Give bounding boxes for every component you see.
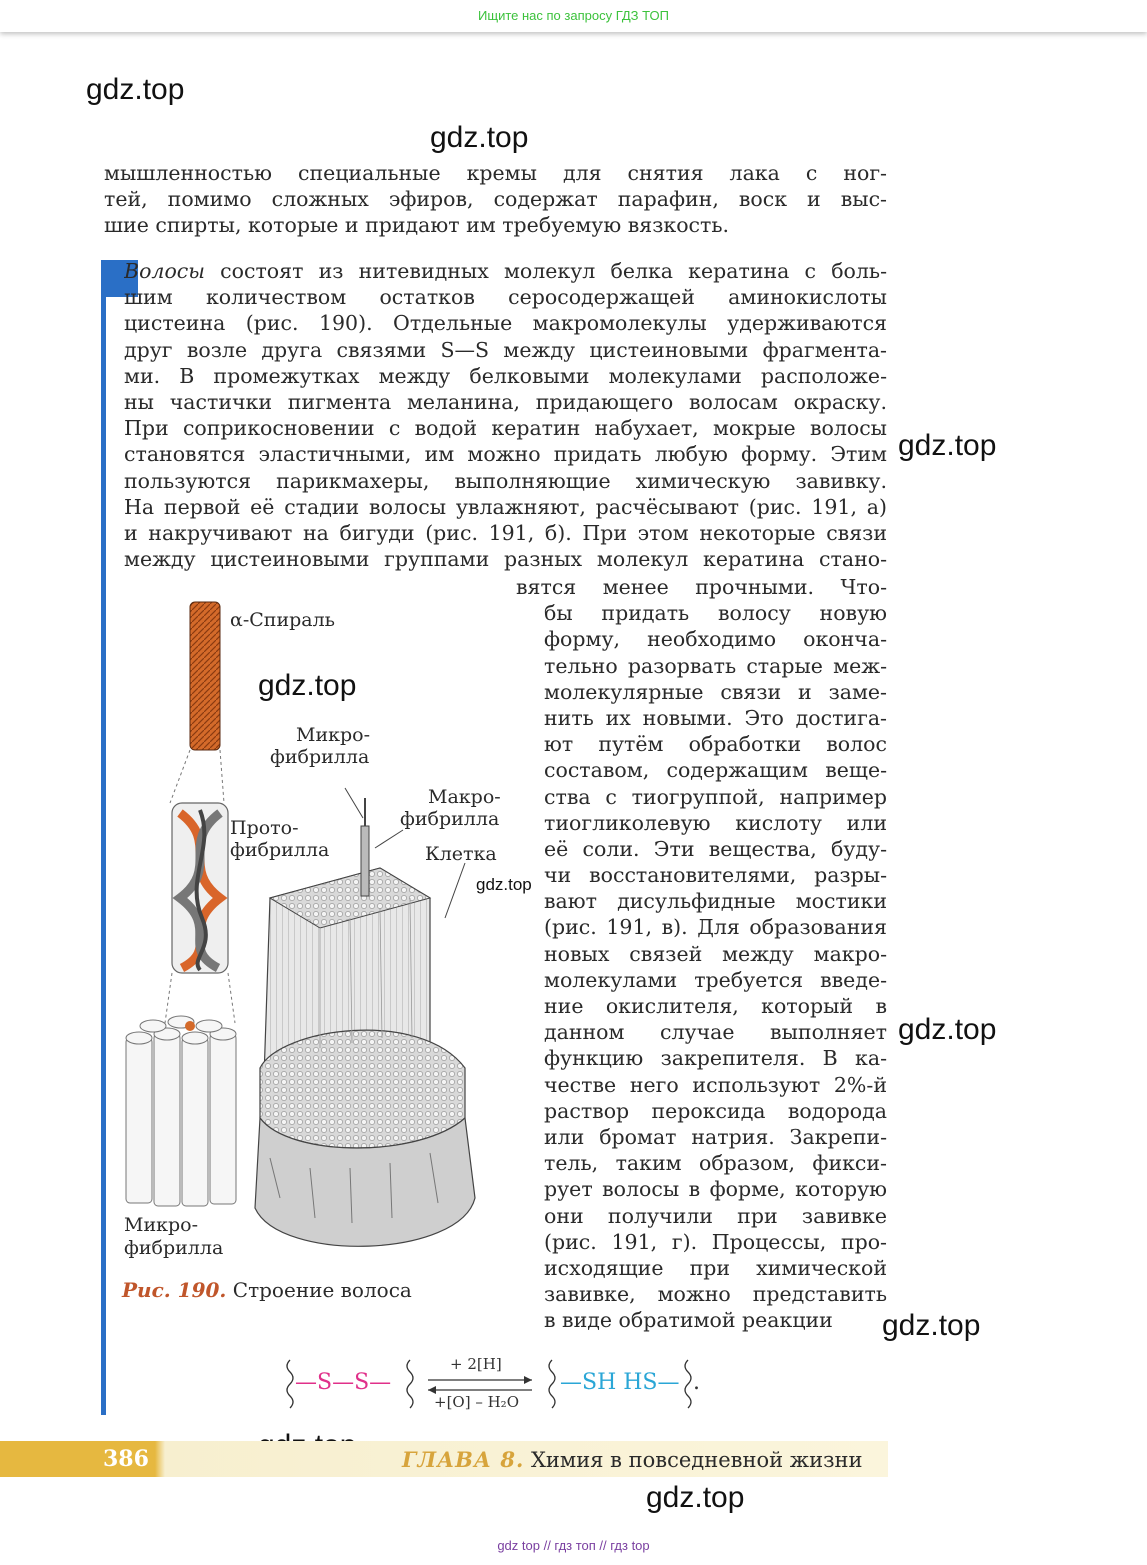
formula-right: —SH HS—: [560, 1370, 680, 1395]
caption-text: Строение волоса: [232, 1278, 412, 1302]
text-line: ние окислителя, который в: [544, 994, 887, 1018]
text-line: данном случае выполняет: [544, 1020, 887, 1045]
text-line: (рис. 191, в). Для образования: [544, 915, 887, 940]
label-macrofibril: фибрилла: [400, 808, 500, 830]
label-macrofibril: Макро-: [428, 786, 501, 808]
text-line: тельно разорвать старые меж-: [544, 653, 887, 678]
watermark: gdz.top: [476, 875, 532, 894]
watermark: gdz.top: [882, 1309, 981, 1342]
label-microfibril-top: фибрилла: [270, 746, 370, 768]
text-line: нить их новыми. Это достига-: [544, 705, 887, 730]
italic-term: Волосы: [124, 259, 205, 283]
text-line: становятся эластичными, им можно придать любую форму. Этим: [124, 442, 887, 467]
label-cell: Клетка: [425, 843, 497, 865]
text-line: функцию закрепителя. В ка-: [544, 1046, 887, 1071]
watermark: gdz.top: [898, 1013, 997, 1046]
text-line: цистеина (рис. 190). Отдельные макромолекулы удерживаются: [124, 311, 887, 336]
formula-left: —S—S—: [295, 1370, 392, 1395]
text-line: в виде обратимой реакции: [544, 1308, 833, 1333]
hair-shaft-section: [255, 868, 475, 1246]
text-line: или бромат натрия. Закрепи-: [544, 1124, 887, 1149]
label-microfibril-bottom: Микро-: [124, 1214, 199, 1236]
text-line: вятся менее прочными. Что-: [516, 575, 887, 599]
text-line: честве него используют 2%-й: [544, 1072, 887, 1097]
main-paragraph: [124, 258, 887, 572]
intro-paragraph: [104, 160, 887, 239]
text-line: и накручивают на бигуди (рис. 191, б). При этом некоторые связи: [124, 520, 887, 545]
text-line: мышленностью специальные кремы для снятия лака с ног-: [104, 161, 887, 185]
section-bar: [101, 260, 106, 1415]
formula-bottom-condition: +[O] – H₂O: [434, 1393, 519, 1411]
text-line: составом, содержащим веще-: [544, 758, 887, 783]
label-protofibril: фибрилла: [230, 839, 330, 861]
text-line: раствор пероксида водорода: [544, 1098, 887, 1123]
label-microfibril-top: Микро-: [296, 724, 371, 746]
side-paragraph: [516, 574, 887, 1333]
text-line: завивке, можно представить: [544, 1282, 887, 1307]
label-alpha-helix: α-Спираль: [230, 609, 336, 631]
watermark: gdz.top: [898, 429, 997, 462]
text-line: тиогликолевую кислоту или: [544, 810, 887, 835]
chapter-title: Химия в повседневной жизни: [530, 1448, 863, 1472]
microfibril-bundle: [126, 1016, 236, 1206]
text-line: между цистеиновыми группами разных молекул кератина стано-: [124, 547, 887, 572]
watermark: gdz.top: [258, 669, 357, 702]
text-line: рует волосы в форме, которую: [544, 1177, 887, 1202]
text-line: Волосы состоят из нитевидных молекул белка кератина с боль-: [124, 259, 887, 283]
text-line: На первой её стадии волосы увлажняют, расчёсывают (рис. 191, а): [124, 494, 887, 519]
watermark: gdz.top: [646, 1481, 745, 1514]
text-line: чи восстановителями, разры-: [544, 863, 887, 888]
top-search-banner[interactable]: Ищите нас по запросу ГДЗ ТОП: [0, 0, 1147, 32]
text-line: ства с тиогруппой, например: [544, 784, 887, 809]
text-line: (рис. 191, г). Процессы, про-: [544, 1229, 887, 1254]
label-protofibril: Прото-: [230, 817, 299, 839]
text-line: исходящие при химической: [544, 1255, 887, 1280]
formula-period: .: [693, 1370, 700, 1395]
text-line: При соприкосновении с водой кератин набухает, мокрые волосы: [124, 416, 887, 441]
text-line: молекулами требуется введе-: [544, 967, 887, 992]
text-line: молекулярные связи и заме-: [544, 679, 887, 704]
formula-top-condition: + 2[H]: [450, 1355, 502, 1373]
text-line: тель, таким образом, фикси-: [544, 1151, 887, 1176]
text-line: друг возле друга связями S—S между цистеиновыми фрагмента-: [124, 337, 887, 362]
text-line: вают дисульфидные мостики: [544, 889, 887, 914]
hair-structure-illustration: [120, 598, 520, 1263]
text-line: они получили при завивке: [544, 1203, 887, 1228]
bottom-links[interactable]: gdz top // гдз топ // гдз top: [497, 1538, 650, 1553]
watermark: gdz.top: [86, 73, 185, 106]
chapter-label: ГЛАВА 8.: [402, 1447, 525, 1472]
alpha-helix-shape: [190, 602, 220, 750]
text-line: шим количеством остатков серосодержащей аминокислоты: [124, 285, 887, 310]
text-line: форму, необходимо оконча-: [544, 627, 887, 652]
text-line: пользуются парикмахеры, выполняющие химическую завивку.: [124, 468, 887, 493]
chapter-heading: [402, 1446, 863, 1474]
text-line: ны частички пигмента меланина, придающего волосам окраску.: [124, 389, 887, 414]
text-line: шие спирты, которые и придают им требуемую вязкость.: [104, 213, 730, 238]
text-line: ми. В промежутках между белковыми молекулами расположе-: [124, 363, 887, 388]
text-line: новых связей между макро-: [544, 941, 887, 966]
watermark: gdz.top: [430, 121, 529, 154]
caption-number: Рис. 190.: [122, 1278, 227, 1302]
text-line: бы придать волосу новую: [544, 601, 887, 626]
page-number: 386: [103, 1446, 149, 1472]
text-line: тей, помимо сложных эфиров, содержат парафин, воск и выс-: [104, 187, 887, 212]
text-line: ют путём обработки волос: [544, 732, 887, 757]
figure-caption: [122, 1278, 412, 1302]
text-line: её соли. Эти вещества, буду-: [544, 836, 887, 861]
label-microfibril-bottom: фибрилла: [124, 1237, 224, 1259]
